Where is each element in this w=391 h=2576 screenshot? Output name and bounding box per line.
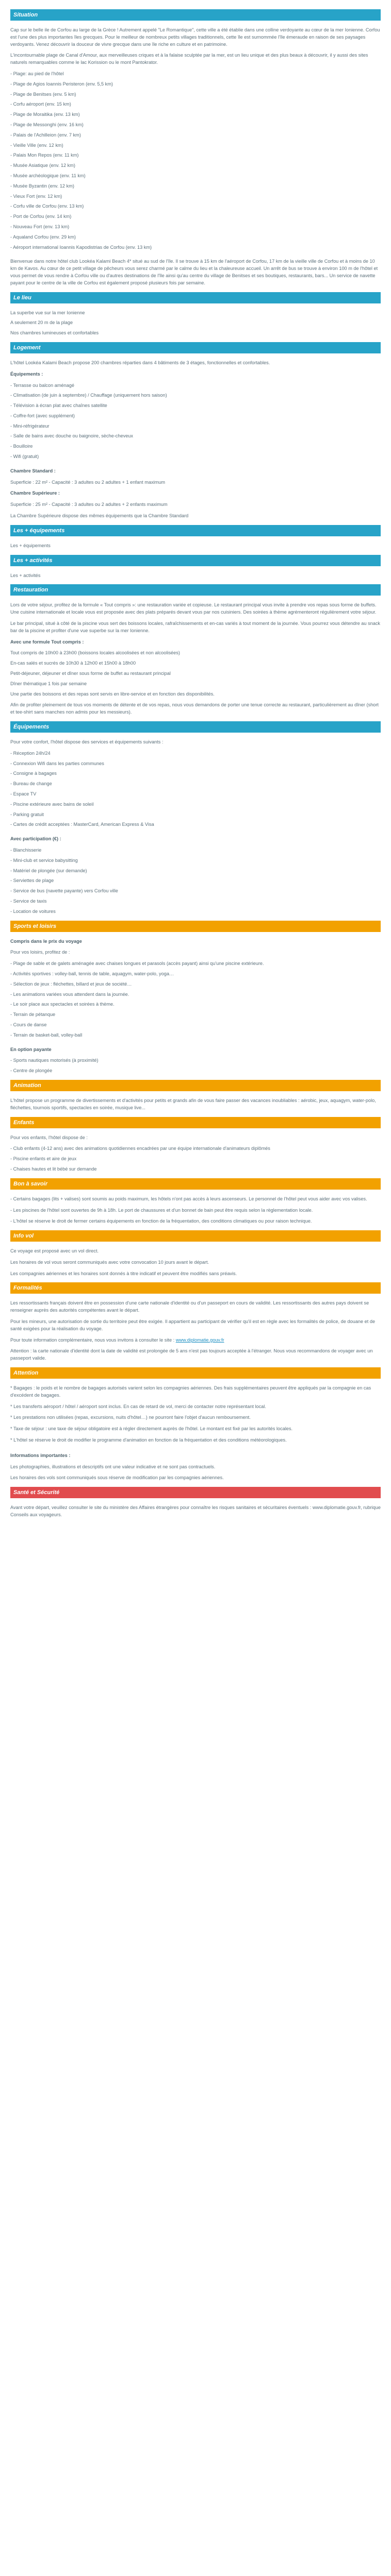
list-item: - Club enfants (4-12 ans) avec des animations quotidiennes encadrées par une équipe internationale d'animateurs diplômés [10, 1146, 270, 1151]
diplomatie-link[interactable]: www.diplomatie.gouv.fr [175, 1337, 224, 1343]
logement-equip-list [10, 382, 381, 461]
room-standard-details: Superficie : 22 m² - Capacité : 3 adultes ou 2 adultes + 1 enfant maximum [10, 479, 166, 485]
list-item: - Serviettes de plage [10, 878, 54, 884]
list-item: - Terrain de pétanque [10, 1012, 56, 1018]
formalites-p1: Les ressortissants français doivent être en possession d'une carte nationale d'identité ou d'un passeport en cours de validité. Les ressortissants des autres pays doivent se renseigner auprès des autorités compétentes avant le départ. [10, 1300, 369, 1313]
section-header-enfants: Enfants [10, 1117, 381, 1128]
section-header-bon-a-savoir: Bon à savoir [10, 1178, 381, 1190]
info-vol-p2: Les horaires de vol vous seront communiqués avec votre convocation 10 jours avant le départ. [10, 1259, 209, 1265]
distance-item: - Plage: au pied de l'hôtel [10, 71, 64, 76]
animation-block [10, 1097, 381, 1112]
restauration-block [10, 602, 381, 716]
equipements-intro: Pour votre confort, l'hôtel dispose des services et équipements suivants : [10, 739, 164, 745]
list-item: Petit-déjeuner, déjeuner et dîner sous forme de buffet au restaurant principal [10, 671, 171, 676]
list-item: - Terrasse ou balcon aménagé [10, 382, 74, 388]
attention-p7: Les photographies, illustrations et descriptifs ont une valeur indicative et ne sont pas contractuels. [10, 1464, 216, 1469]
section-header-formalites: Formalités [10, 1282, 381, 1294]
distance-item: - Corfu aéroport (env. 15 km) [10, 101, 71, 107]
distance-item: - Musée Asiatique (env. 12 km) [10, 163, 75, 168]
list-item: - Climatisation (de juin à septembre) / Chauffage (uniquement hors saison) [10, 393, 167, 398]
lieu-point: A seulement 20 m de la plage [10, 320, 73, 326]
lieu-point: La superbe vue sur la mer Ionienne [10, 310, 85, 315]
list-item: - Cartes de crédit acceptées : MasterCard, American Express & Visa [10, 822, 154, 827]
situation-transport: Bienvenue dans notre hôtel club Lookéa Kalami Beach 4* situé au sud de l'île. Il se trouve à 15 km de l'aéroport de Corfou, 17 km de la vieille ville de Corfou et à moins de 10 km de Kavos. Au cœur de ce petit village de pêcheurs vous serez charmé par le calme du lieu et la chaleureuse accueil. Un arrêt de bus se trouve à environ 100 m de l'hôtel et vous permet de vous rendre à Corfou ville ou d'autres destinations de l'île ainsi qu'au centre du village de Benitses et ses boutiques, restaurants, bars... Un service de navette payant pour le centre de la ville de Corfou est également proposé plusieurs fois par semaine. [10, 259, 378, 285]
list-item: - Mini-réfrigérateur [10, 423, 50, 429]
list-item: - Le soir place aux spectacles et soirées à thème. [10, 1002, 115, 1007]
section-header-situation: Situation [10, 9, 381, 21]
list-item: - Mini-club et service babysitting [10, 857, 78, 863]
restauration-hours-title: Avec une formule Tout compris : [10, 639, 84, 645]
situation-block [10, 27, 381, 287]
sports-block [10, 938, 381, 1075]
sante-block [10, 1504, 381, 1519]
restauration-p3: Une partie des boissons et des repas sont servis en libre-service et en fonction des disponibilités. [10, 691, 215, 697]
bon-a-savoir-block [10, 1196, 381, 1225]
distance-item: - Aqualand Corfou (env. 29 km) [10, 234, 76, 240]
formalites-p2: Pour les mineurs, une autorisation de sortie du territoire peut être exigée. Il appartient au participant de vérifier qu'il est en règle avec les formalités de police, de douane et de santé exigées pour la réalisation du voyage. [10, 1319, 376, 1331]
list-item: - Piscine enfants et aire de jeux [10, 1156, 77, 1162]
list-item: - Consigne à bagages [10, 771, 57, 776]
list-item: - Chaises hautes et lit bébé sur demande [10, 1166, 97, 1172]
attention-p8: Les horaires des vols sont communiqués sous réserve de modification par les compagnies aériennes. [10, 1475, 224, 1481]
situation-intro-2: L'incontournable plage de Canal d'Amour, aux merveilleuses criques et à la falaise sculptée par la mer, est un lieu unique et des plus beaux à découvrir, il y aussi des sites naturels remarquables comme le lac Korission ou le mont Pantokrator. [10, 53, 368, 65]
distance-item: - Vieille Ville (env. 12 km) [10, 142, 63, 148]
distance-item: - Plage de Moraitika (env. 13 km) [10, 112, 80, 117]
info-vol-p3: Les compagnies aériennes et les horaires sont donnés à titre indicatif et peuvent être modifiés sans préavis. [10, 1270, 237, 1276]
section-header-animation: Animation [10, 1080, 381, 1091]
sports-payant-list [10, 1057, 381, 1075]
distance-item: - Musée Byzantin (env. 12 km) [10, 183, 74, 189]
restauration-hours-list [10, 650, 381, 687]
attention-p5: * L'hôtel se réserve le droit de modifier le programme d'animation en fonction de la fréquentation et des conditions météorologiques. [10, 1437, 287, 1443]
list-item: - Cours de danse [10, 1022, 47, 1027]
room-superior-title: Chambre Supérieure : [10, 490, 60, 496]
distance-item: - Corfu ville de Corfou (env. 13 km) [10, 204, 84, 209]
room-superior-details: Superficie : 25 m² - Capacité : 3 adultes ou 2 adultes + 2 enfants maximum [10, 502, 168, 507]
list-item: - Plage de sable et de galets aménagée avec chaises longues et parasols (accès payant) ainsi qu'une piscine extérieure. [10, 961, 264, 967]
restauration-p4: Afin de profiter pleinement de tous vos moments de détente et de vos repas, nous vous demandons de porter une tenue correcte au restaurant, particulièrement au dîner (short et tee-shirt sans manches non admis pour les messieurs). [10, 702, 379, 715]
list-item: - Coffre-fort (avec supplément) [10, 413, 75, 418]
section-header-sante: Santé et Sécurité [10, 1487, 381, 1498]
section-header-equipements-plus: Les + équipements [10, 525, 381, 536]
equipements-payant-title: Avec participation (€) : [10, 836, 61, 842]
distance-item: - Palais de l'Achilleion (env. 7 km) [10, 132, 81, 138]
section-header-info-vol: Info vol [10, 1230, 381, 1242]
lieu-point: Nos chambres lumineuses et confortables [10, 330, 99, 336]
list-item: - Blanchisserie [10, 847, 42, 853]
list-item: - Sports nautiques motorisés (à proximité) [10, 1058, 99, 1063]
section-header-logement: Logement [10, 342, 381, 353]
section-header-activites-plus: Les + activités [10, 555, 381, 566]
list-item: - Bureau de change [10, 781, 52, 787]
info-vol-p1: Ce voyage est proposé avec un vol direct. [10, 1248, 99, 1254]
enfants-block [10, 1134, 381, 1173]
equipements-plus-text: Les + équipements [10, 543, 51, 548]
list-item: - Salle de bains avec douche ou baignoire, sèche-cheveux [10, 433, 134, 439]
formalites-p3-text: Pour toute information complémentaire, nous vous invitons à consulter le site : [10, 1337, 175, 1343]
room-standard-title: Chambre Standard : [10, 468, 56, 473]
list-item: - Wifi (gratuit) [10, 454, 39, 460]
animation-text: L'hôtel propose un programme de divertissements et d'activités pour petits et grands afin de vous faire passer des vacances inoubliables : aérobic, jeux, aquagym, water-polo, fléchettes, tournois sportifs, spectacles en soirée, musique live... [10, 1097, 376, 1110]
distance-item: - Plage de Benitses (env. 5 km) [10, 91, 76, 97]
equipements-list [10, 750, 381, 828]
equipements-block [10, 739, 381, 916]
section-header-restauration: Restauration [10, 584, 381, 596]
list-item: - Espace TV [10, 791, 37, 796]
list-item: - Location de voitures [10, 908, 56, 914]
attention-block [10, 1385, 381, 1482]
list-item: - Bouilloire [10, 444, 33, 449]
logement-intro: L'hôtel Lookéa Kalami Beach propose 200 chambres réparties dans 4 bâtiments de 3 étages, fonctionnelles et confortables. [10, 360, 270, 365]
formalites-p3 [10, 1337, 381, 1344]
distance-item: - Nouveau Fort (env. 13 km) [10, 224, 70, 229]
attention-p3: * Les prestations non utilisées (repas, excursions, nuits d'hôtel…) ne pourront faire l'objet d'aucun remboursement. [10, 1415, 251, 1420]
sante-p1: Avant votre départ, veuillez consulter le site du ministère des Affaires étrangères pour connaître les risques sanitaires et sécuritaires éventuels : www.diplomatie.gouv.fr, rubrique Conseils aux voyageurs. [10, 1505, 381, 1518]
restauration-p1: Lors de votre séjour, profitez de la formule « Tout compris »: une restauration variée et copieuse. Le restaurant principal vous invite à prendre vos repas sous forme de buffets. Une cuisine internationale et locale vous est proposée avec des plats préparés devant vous par nos cuisiniers. Des soirées à thème agrémenteront régulièrement votre séjour. [10, 602, 377, 615]
logement-block [10, 360, 381, 520]
section-header-attention: Attention [10, 1367, 381, 1379]
list-item: - Réception 24h/24 [10, 750, 51, 756]
list-item: - Télévision à écran plat avec chaînes satellite [10, 403, 107, 409]
equipements-payant-list [10, 847, 381, 916]
list-item: - Terrain de basket-ball, volley-ball [10, 1032, 83, 1038]
list-item: En-cas salés et sucrés de 10h30 à 12h00 et 15h00 à 18h00 [10, 660, 136, 666]
enfants-list [10, 1145, 381, 1173]
info-vol-block [10, 1248, 381, 1277]
distance-item: - Port de Corfou (env. 14 km) [10, 214, 72, 219]
activites-plus-block [10, 572, 381, 580]
bon-a-savoir-p3: - L'hôtel se réserve le droit de fermer certains équipements en fonction de la fréquentation, des conditions climatiques ou pour raison technique. [10, 1218, 312, 1224]
list-item: - Les animations variées vous attendent dans la journée. [10, 991, 129, 997]
formalites-p4: Attention : la carte nationale d'identité dont la date de validité est prolongée de 5 ans n'est pas toujours acceptée à l'étranger. Nous vous recommandons de voyager avec un passeport valide. [10, 1348, 373, 1361]
restauration-p2: Le bar principal, situé à côté de la piscine vous sert des boissons locales, rafraîchissements et en-cas variés à tout moment de la journée. Vous pourrez vous détendre au snack bar de la piscine et profiter d'une vue superbe sur la mer Ionienne. [10, 621, 381, 633]
section-header-equipements: Équipements [10, 721, 381, 733]
equipements-plus-block [10, 543, 381, 550]
list-item: - Service de taxis [10, 898, 47, 904]
sports-compris-title: Compris dans le prix du voyage [10, 938, 82, 944]
attention-p4: * Taxe de séjour : une taxe de séjour obligatoire est à régler directement auprès de l'hôtel. Le montant est fixé par les autorités locales. [10, 1426, 293, 1432]
attention-p1: * Bagages : le poids et le nombre de bagages autorisés varient selon les compagnies aériennes. Des frais supplémentaires peuvent être appliqués par la compagnie en cas d'excédent de bagages. [10, 1385, 371, 1398]
bon-a-savoir-p2: - Les piscines de l'hôtel sont ouvertes de 9h à 18h. Le port de chaussures et d'un bonnet de bain peut être requis selon la règlementation locale. [10, 1207, 313, 1213]
situation-distances [10, 71, 381, 251]
lieu-block [10, 310, 381, 337]
list-item: - Piscine extérieure avec bains de soleil [10, 801, 94, 807]
room-superior-note: La Chambre Supérieure dispose des mêmes équipements que la Chambre Standard [10, 513, 189, 519]
list-item: - Parking gratuit [10, 811, 44, 817]
list-item: Tout compris de 10h00 à 23h00 (boissons locales alcoolisées et non alcoolisées) [10, 650, 180, 656]
sports-payant-title: En option payante [10, 1046, 52, 1052]
list-item: - Sélection de jeux : fléchettes, billard et jeux de société… [10, 981, 132, 987]
distance-item: - Aéroport international Ioannis Kapodistrias de Corfou (env. 13 km) [10, 244, 152, 250]
activites-plus-text: Les + activités [10, 572, 41, 578]
sports-compris-list [10, 960, 381, 1039]
distance-item: - Musée archéologique (env. 11 km) [10, 173, 86, 178]
list-item: - Matériel de plongée (sur demande) [10, 868, 87, 873]
logement-equip-title: Équipements : [10, 371, 43, 377]
list-item: - Connexion Wifi dans les parties communes [10, 760, 104, 766]
list-item: - Service de bus (navette payante) vers Corfou ville [10, 888, 118, 894]
formalites-block [10, 1300, 381, 1362]
bon-a-savoir-p1: - Certains bagages (lits + valises) sont soumis au poids maximum, les hôtels n'ont pas accès à leurs ascenseurs. Le personnel de l'hôtel peut vous aider avec vos valises. [10, 1196, 367, 1201]
section-header-sports: Sports et loisirs [10, 921, 381, 932]
list-item: - Centre de plongée [10, 1068, 53, 1074]
list-item: - Activités sportives : volley-ball, tennis de table, aquagym, water-polo, yoga… [10, 971, 174, 976]
enfants-intro: Pour vos enfants, l'hôtel dispose de : [10, 1134, 88, 1140]
distance-item: - Plage de Agios Ioannis Peristeron (env. 5,5 km) [10, 81, 113, 87]
distance-item: - Plage de Messonghi (env. 16 km) [10, 122, 84, 127]
distance-item: - Palais Mon Repos (env. 11 km) [10, 152, 79, 158]
attention-p6: Informations importantes : [10, 1452, 71, 1458]
attention-p2: * Les transferts aéroport / hôtel / aéroport sont inclus. En cas de retard de vol, merci de contacter notre représentant local. [10, 1403, 266, 1409]
sports-compris-intro: Pour vos loisirs, profitez de : [10, 950, 70, 955]
distance-item: - Vieux Fort (env. 12 km) [10, 193, 62, 199]
list-item: Dîner thématique 1 fois par semaine [10, 681, 87, 686]
situation-intro: Cap sur le belle ile de Corfou au large de la Grèce ! Autrement appelé "Le Romantique", cette ville a été établie dans une colline verdoyante au cœur de la mer Ionienne. Corfou est l'une des plus importantes îles grecques. Pour le meilleur de nombreux petits villages traditionnels, cette île est surnommée l'île émeraude en raison de ses paysages verdoyants. Venez découvrir la douceur de vivre grecque dans une île riche en culture et en patrimoine. [10, 27, 380, 47]
section-header-lieu: Le lieu [10, 292, 381, 303]
